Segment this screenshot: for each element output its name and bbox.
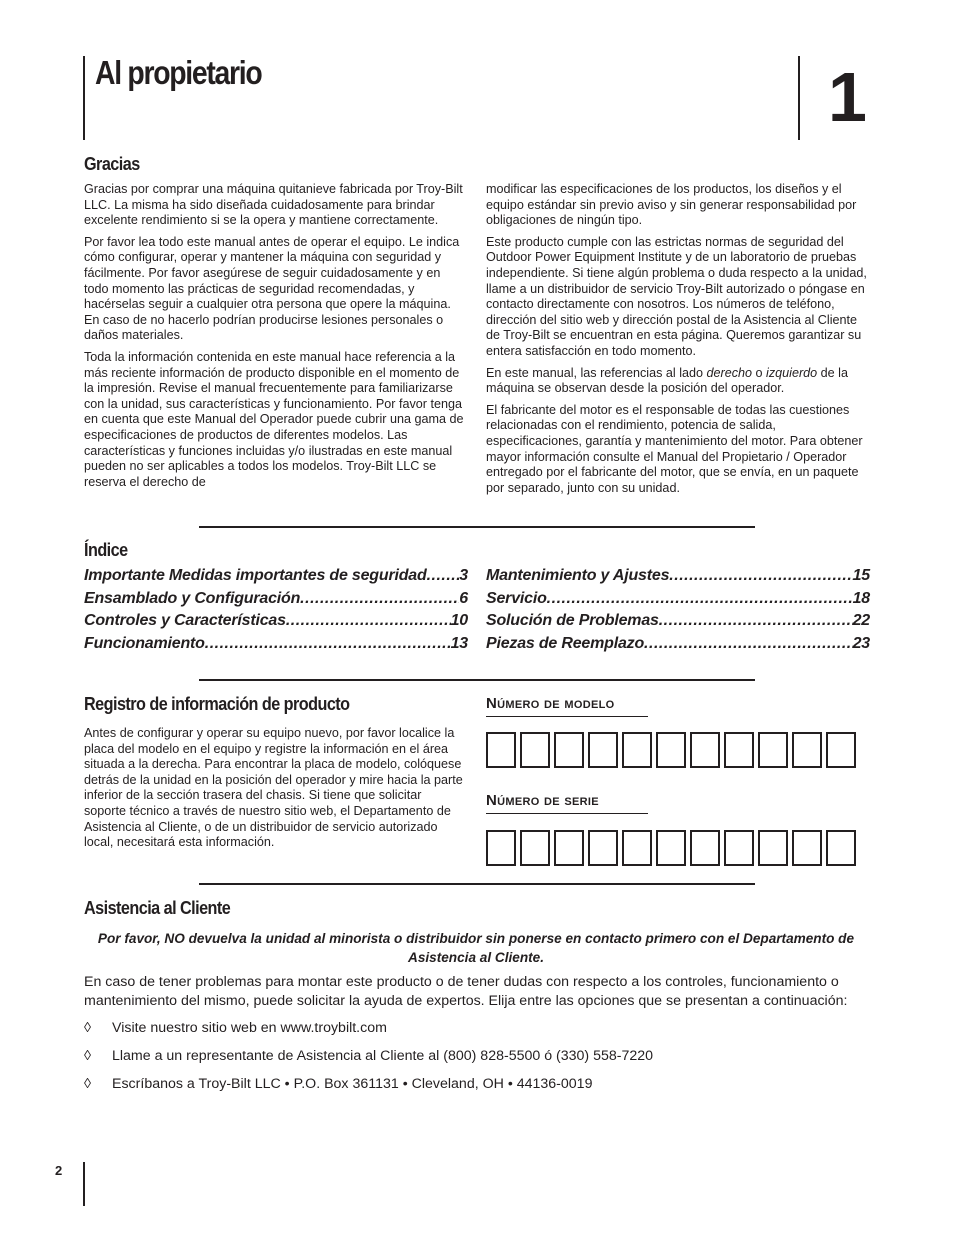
chapter-rule <box>798 56 800 140</box>
model-digit-box[interactable] <box>520 732 550 768</box>
asistencia-notice: Por favor, NO devuelva la unidad al minorista o distribuidor sin ponerse en contacto primero con el Departamento de Asistencia al Cliente. <box>97 931 855 965</box>
title-rule-left <box>83 56 85 140</box>
gracias-right-column <box>486 182 874 502</box>
serial-label-underline <box>486 813 648 814</box>
toc-entry[interactable]: Piezas de Reemplazo ..... 23 <box>486 633 870 656</box>
serial-digit-box[interactable] <box>588 830 618 866</box>
model-digit-box[interactable] <box>690 732 720 768</box>
serial-digit-box[interactable] <box>554 830 584 866</box>
serial-digit-box[interactable] <box>690 830 720 866</box>
gracias-paragraph: El fabricante del motor es el responsable de todas las cuestiones relacionadas con el rendimiento, potencia de salida, especificaciones, garantía y mantenimiento del motor. Para obtener mayor información consulte el Manual del Propietario / Operador entregado por el fabricante del motor, que se envía, en un paquete por separado, junto con su unidad. <box>486 402 863 495</box>
gracias-heading: Gracias <box>84 154 140 174</box>
diamond-bullet-icon: ◊ <box>84 1076 92 1092</box>
registro-heading: Registro de información de producto <box>84 694 350 714</box>
toc-entry[interactable]: Controles y Características ..... 10 <box>84 610 468 633</box>
toc-entry[interactable]: Solución de Problemas ..... 22 <box>486 610 870 633</box>
model-digit-box[interactable] <box>554 732 584 768</box>
toc-entry[interactable]: Importante Medidas importantes de seguridad ..... 3 <box>84 565 468 588</box>
toc-entry[interactable]: Mantenimiento y Ajustes ..... 15 <box>486 565 870 588</box>
model-digit-box[interactable] <box>622 732 652 768</box>
page-title: Al propietario <box>95 54 262 91</box>
toc-entry[interactable]: Servicio ..... 18 <box>486 588 870 611</box>
model-digit-box[interactable] <box>656 732 686 768</box>
serial-digit-box[interactable] <box>758 830 788 866</box>
serial-digit-box[interactable] <box>792 830 822 866</box>
serial-number-boxes[interactable] <box>486 830 860 866</box>
toc-entry[interactable]: Ensamblado y Configuración ..... 6 <box>84 588 468 611</box>
contact-option: ◊ Llame a un representante de Asistencia al Cliente al (800) 828-5500 ó (330) 558-7220 <box>84 1048 654 1064</box>
section-divider <box>199 679 755 681</box>
serial-digit-box[interactable] <box>622 830 652 866</box>
model-digit-box[interactable] <box>826 732 856 768</box>
gracias-paragraph: Toda la información contenida en este manual hace referencia a la más reciente información de producto disponible en el momento de la impresión. Revise el manual frecuentemente para familiarizarse con la unidad, sus características y funcionamiento. Por favor tenga en cuenta que este Manual del Operador puede cubrir una gama de especificaciones de productos de diferentes modelos. Las características y funciones incluidas y/o ilustradas en este manual pueden no ser aplicables a todos los modelos. Troy-Bilt LLC se reserva el derecho de <box>84 349 464 489</box>
footer-rule <box>83 1162 85 1206</box>
model-digit-box[interactable] <box>758 732 788 768</box>
section-divider <box>199 526 755 528</box>
asistencia-intro: En caso de tener problemas para montar este producto o de tener dudas con respecto a los controles, funcionamiento o mantenimiento del mismo, puede solicitar la ayuda de expertos. Elija entre las opciones que se presentan a continuación: <box>84 974 848 1009</box>
gracias-left-column <box>84 182 466 496</box>
model-digit-box[interactable] <box>792 732 822 768</box>
serial-digit-box[interactable] <box>486 830 516 866</box>
model-digit-box[interactable] <box>486 732 516 768</box>
contact-option: ◊ Visite nuestro sitio web en www.troybilt.com <box>84 1020 387 1036</box>
gracias-paragraph: Por favor lea todo este manual antes de operar el equipo. Le indica cómo configurar, operar y mantener la máquina con seguridad y fácilmente. Por favor asegúrese de seguir cuidadosamente y en todo momento las prácticas de seguridad recomendadas, y hacérselas seguir a cualquier otra persona que opere la máquina. En caso de no hacerlo podrían producirse lesiones personales o daños materiales. <box>84 234 460 343</box>
asistencia-heading: Asistencia al Cliente <box>84 898 231 918</box>
chapter-number: 1 <box>828 58 867 136</box>
serial-digit-box[interactable] <box>826 830 856 866</box>
model-digit-box[interactable] <box>588 732 618 768</box>
serial-digit-box[interactable] <box>656 830 686 866</box>
toc-right <box>486 565 870 655</box>
diamond-bullet-icon: ◊ <box>84 1020 92 1036</box>
serial-digit-box[interactable] <box>520 830 550 866</box>
gracias-paragraph: modificar las especificaciones de los productos, los diseños y el equipo estándar sin previo aviso y sin generar responsabilidad por obligaciones de ningún tipo. <box>486 182 857 228</box>
section-divider <box>199 883 755 885</box>
serial-digit-box[interactable] <box>724 830 754 866</box>
toc-entry[interactable]: Funcionamiento ..... 13 <box>84 633 468 656</box>
registro-text: Antes de configurar y operar su equipo nuevo, por favor localice la placa del modelo en el equipo y registre la información en el área situada a la derecha. Para encontrar la placa de modelo, colóquese detrás de la unidad en la posición del operador y mire hacia la parte inferior de la sección trasera del chasis. Si tiene que solicitar soporte técnico a través de nuestro sitio web, el Departamento de Asistencia al Cliente, o de un distribuidor de servicio autorizado local, necesitará esta información. <box>84 726 463 850</box>
model-digit-box[interactable] <box>724 732 754 768</box>
model-number-label: Número de modelo <box>486 695 615 712</box>
diamond-bullet-icon: ◊ <box>84 1048 92 1064</box>
toc-left <box>84 565 468 655</box>
indice-heading: Índice <box>84 540 128 560</box>
model-label-underline <box>486 716 648 717</box>
page-number: 2 <box>55 1163 63 1178</box>
gracias-paragraph: Este producto cumple con las estrictas normas de seguridad del Outdoor Power Equipment Institute y de un laboratorio de pruebas independiente. Si tiene algún problema o duda respecto a la unidad, llame a un distribuidor de servicio Troy-Bilt autorizado o póngase en contacto directamente con nosotros. Los números de teléfono, dirección del sitio web y dirección postal de la Asistencia al Cliente de Troy-Bilt se encuentran en esta página. Queremos garantizar su entera satisfacción en todo momento. <box>486 234 867 358</box>
gracias-paragraph-sides: En este manual, las referencias al lado derecho o izquierdo de la máquina se observan desde la posición del operador. <box>486 365 848 396</box>
serial-number-label: Número de serie <box>486 792 599 809</box>
model-number-boxes[interactable] <box>486 732 860 768</box>
contact-option: ◊ Escríbanos a Troy-Bilt LLC • P.O. Box 361131 • Cleveland, OH • 44136-0019 <box>84 1076 593 1092</box>
gracias-paragraph: Gracias por comprar una máquina quitanieve fabricada por Troy-Bilt LLC. La misma ha sido diseñada cuidadosamente para brindar excelente rendimiento si se la opera y mantiene correctamente. <box>84 182 463 228</box>
